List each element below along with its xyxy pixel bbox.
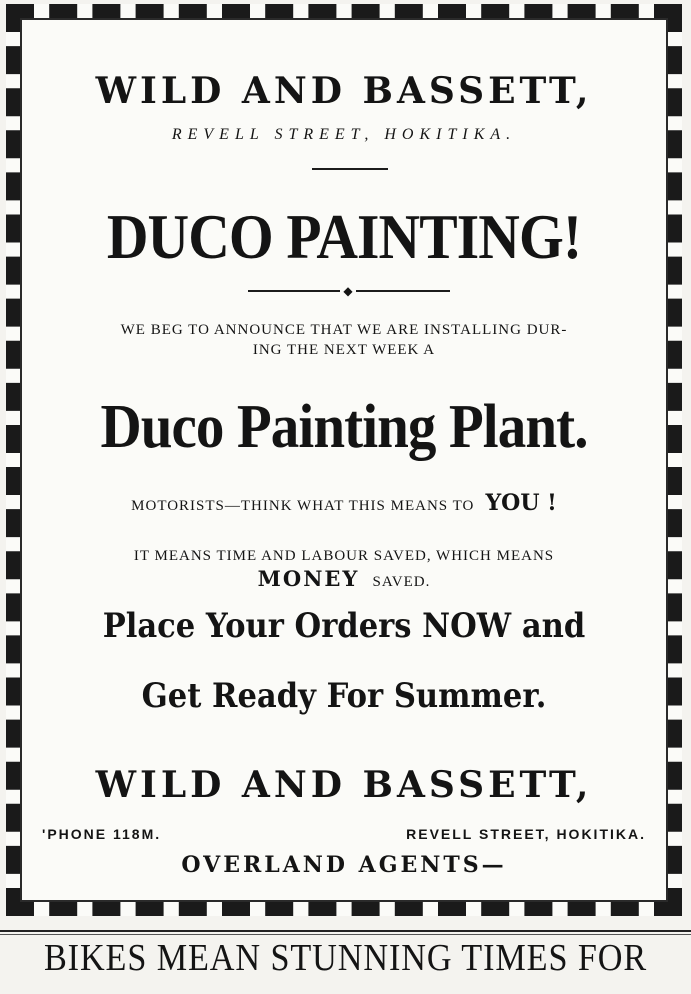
ornament-icon: ◆ <box>340 284 356 298</box>
divider-short <box>312 168 388 170</box>
announcement-line-2: ING THE NEXT WEEK A <box>252 342 436 358</box>
motorists-line <box>22 490 666 516</box>
footer-firm-name: WILD AND BASSETT, <box>95 764 593 806</box>
savings-money: MONEY <box>257 566 360 591</box>
next-article-headline: BIKES MEAN STUNNING TIMES FOR <box>43 937 648 979</box>
firm-address: REVELL STREET, HOKITIKA. <box>171 126 517 143</box>
call-to-action-line-1: Place Your Orders NOW and <box>102 606 586 646</box>
agents-line: OVERLAND AGENTS— <box>181 852 507 878</box>
phone-number: 'PHONE 118M. <box>42 826 162 842</box>
firm-name: WILD AND BASSETT, <box>95 70 593 112</box>
motorists-you: YOU ! <box>485 490 557 516</box>
savings-line-2 <box>22 566 666 591</box>
announcement-line-1: WE BEG TO ANNOUNCE THAT WE ARE INSTALLING DUR- <box>120 322 568 338</box>
savings-saved: SAVED. <box>372 574 431 590</box>
advertisement-box <box>6 4 682 916</box>
headline: DUCO PAINTING! <box>106 201 582 272</box>
product-name: Duco Painting Plant. <box>100 393 588 461</box>
motorists-text: MOTORISTS—THINK WHAT THIS MEANS TO <box>131 498 475 514</box>
advertisement-inner-border <box>20 18 668 902</box>
column-separator <box>0 930 691 932</box>
savings-line-1: IT MEANS TIME AND LABOUR SAVED, WHICH MEANS <box>133 548 555 564</box>
footer-address: REVELL STREET, HOKITIKA. <box>406 826 646 842</box>
call-to-action-line-2: Get Ready For Summer. <box>141 676 547 716</box>
column-separator-thin <box>0 934 691 935</box>
